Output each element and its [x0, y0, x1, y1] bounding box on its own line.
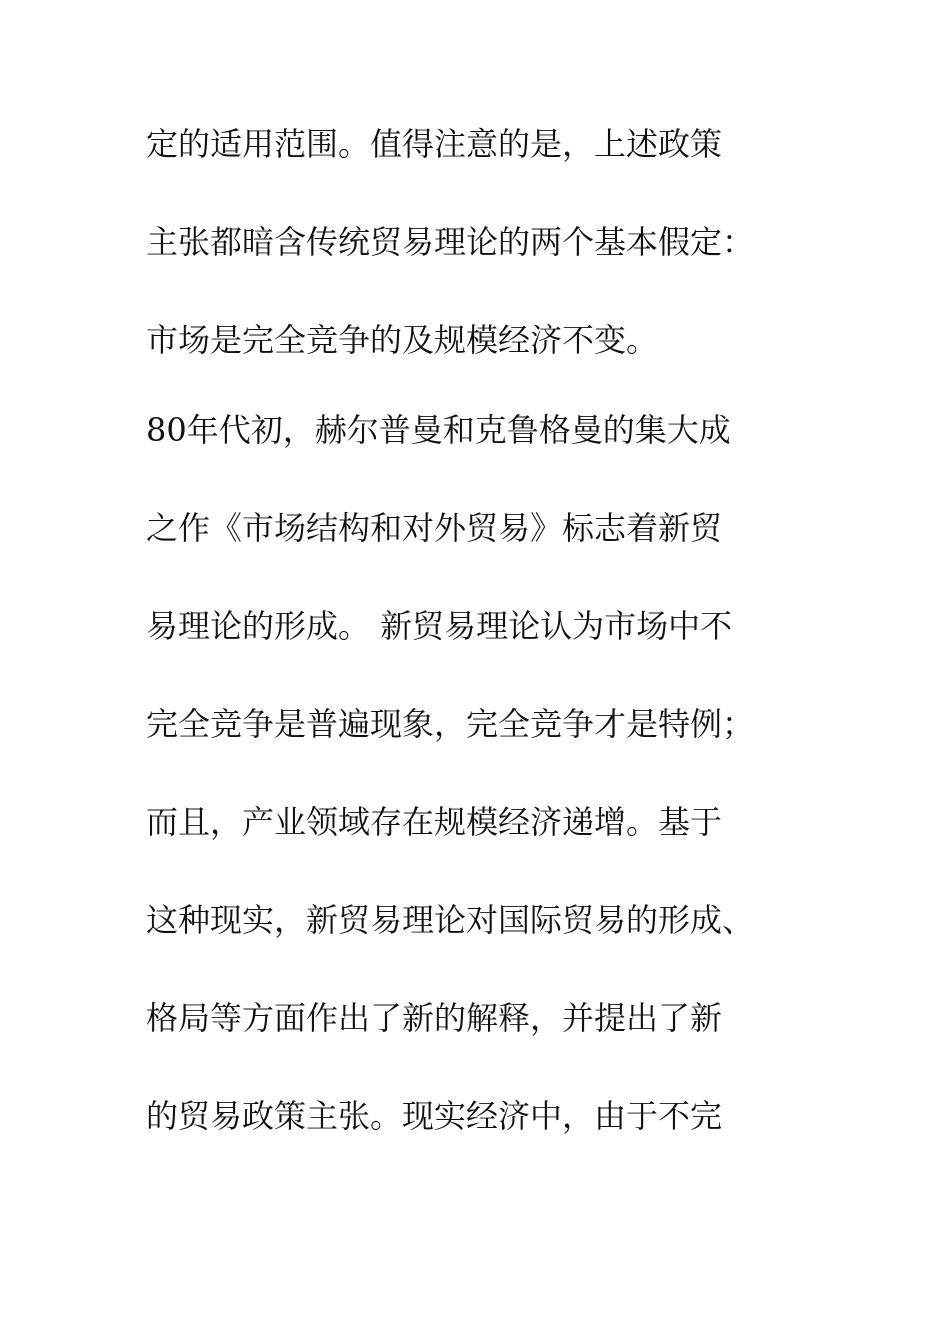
text-line: 完全竞争是普遍现象，完全竞争才是特例；	[146, 705, 755, 743]
text-line: 这种现实，新贸易理论对国际贸易的形成、	[146, 901, 755, 939]
text-line: 定的适用范围。值得注意的是，上述政策	[146, 125, 723, 163]
text-line: 之作《市场结构和对外贸易》标志着新贸	[146, 509, 723, 547]
text-line: 格局等方面作出了新的解释，并提出了新	[146, 999, 723, 1037]
text-line: 的贸易政策主张。现实经济中，由于不完	[146, 1097, 723, 1135]
text-line: 市场是完全竞争的及规模经济不变。	[146, 321, 659, 359]
text-line: 而且，产业领域存在规模经济递增。基于	[146, 803, 723, 841]
text-line: 80年代初，赫尔普曼和克鲁格曼的集大成	[146, 411, 731, 449]
text-line: 主张都暗含传统贸易理论的两个基本假定：	[146, 223, 755, 261]
body-text	[146, 125, 826, 1198]
text-line: 易理论的形成。 新贸易理论认为市场中不	[146, 607, 733, 645]
